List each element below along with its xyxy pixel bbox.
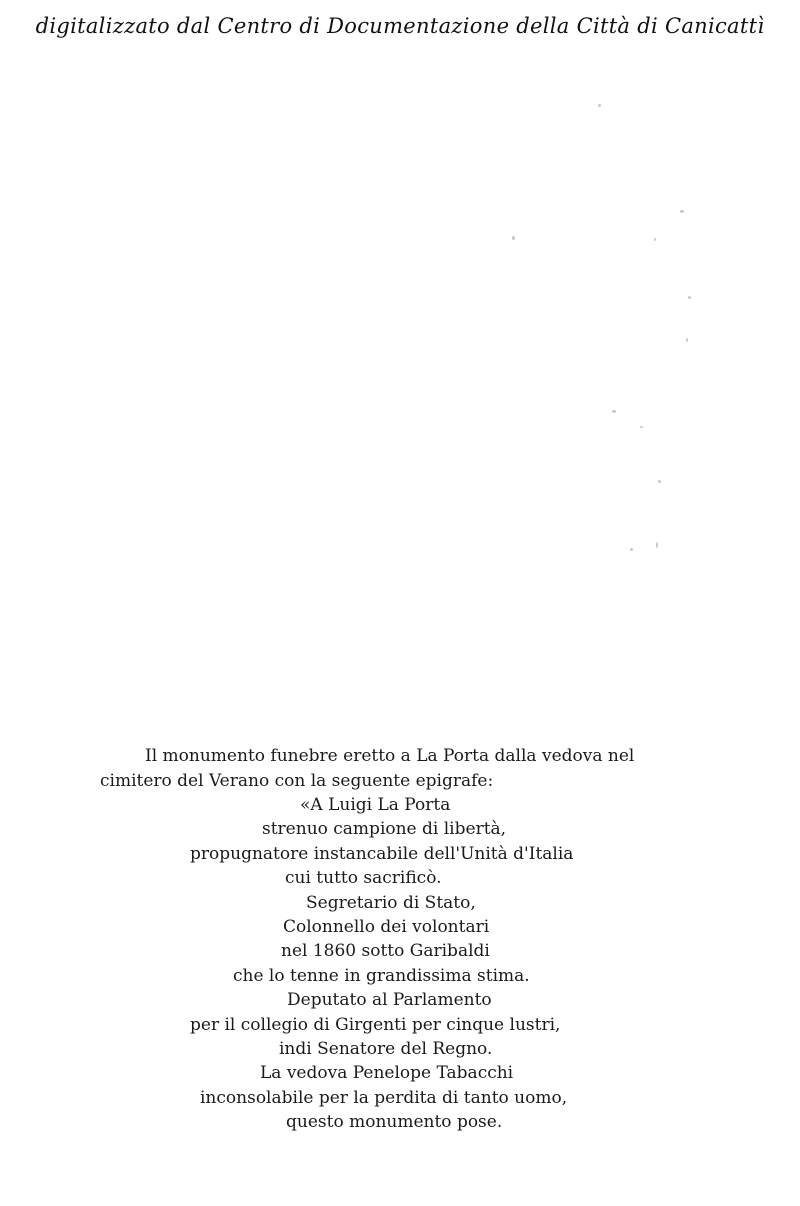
epigraph-line: indi Senatore del Regno. [279, 1039, 493, 1060]
epigraph-line: «A Luigi La Porta [300, 795, 451, 815]
digitization-watermark: digitalizzato dal Centro di Documentazione della Città di Canicattì [35, 14, 765, 38]
scan-speck [598, 104, 601, 107]
epigraph-line: nel 1860 sotto Garibaldi [281, 941, 490, 962]
scan-speck [630, 548, 633, 551]
scan-speck [512, 236, 515, 240]
epigraph-line: cui tutto sacrificò. [285, 868, 442, 889]
epigraph [0, 793, 800, 1135]
scan-speck [658, 480, 661, 483]
epigraph-line: Colonnello dei volontari [283, 917, 490, 938]
epigraph-line: inconsolabile per la perdita di tanto uomo, [200, 1087, 568, 1108]
epigraph-line: La vedova Penelope Tabacchi [260, 1063, 514, 1084]
caption-line: cimitero del Verano con la seguente epigrafe: [100, 770, 494, 791]
scan-speck [686, 338, 688, 342]
scan-speck [640, 426, 643, 428]
scan-speck [654, 238, 656, 241]
scan-speck [680, 210, 684, 213]
photo-caption [100, 744, 700, 793]
epigraph-line: propugnatore instancabile dell'Unità d'Italia [190, 843, 574, 864]
scan-speck [656, 542, 658, 548]
caption-line: Il monumento funebre eretto a La Porta dalla vedova nel [145, 746, 635, 766]
epigraph-line: per il collegio di Girgenti per cinque lustri, [190, 1014, 561, 1035]
epigraph-line: che lo tenne in grandissima stima. [233, 965, 530, 986]
scan-speck [688, 296, 691, 299]
epigraph-line: strenuo campione di libertà, [262, 819, 507, 840]
epigraph-line: Segretario di Stato, [306, 892, 476, 913]
scan-speck [612, 410, 616, 413]
epigraph-line: Deputato al Parlamento [287, 990, 492, 1011]
epigraph-line: questo monumento pose. [286, 1112, 503, 1133]
